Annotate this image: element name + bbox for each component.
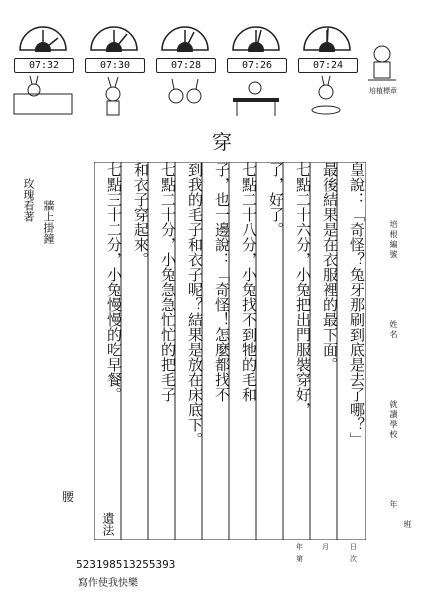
stamp-label: 培植標章	[369, 87, 397, 95]
clock-icon	[87, 10, 141, 52]
clock-icon	[16, 10, 70, 52]
bunny-search-scene-icon	[154, 74, 216, 118]
bunny-bed-scene-icon	[12, 74, 74, 118]
grid-column-text: 七點二十八分，小兔找不到牠的毛和	[240, 162, 258, 402]
grid-column-text: 和衣子穿起來。	[132, 162, 150, 267]
comic-panel	[294, 8, 360, 118]
heading-note: 穿	[212, 130, 232, 154]
sidebar-label: 年	[389, 500, 398, 510]
date-label: 次	[350, 555, 357, 563]
bunny-dressing-scene-icon	[83, 74, 145, 118]
comic-panel	[152, 8, 218, 118]
date-label: 月	[322, 543, 329, 551]
serial-number: 523198513255393	[76, 558, 176, 571]
clock-icon	[300, 10, 354, 52]
clock-icon	[229, 10, 283, 52]
sidebar-label: 班	[403, 520, 412, 530]
margin-note: 牆上掛鐘	[42, 200, 55, 244]
clock-time: 07:28	[156, 58, 216, 73]
grid-column-text: 了，好了。	[267, 162, 285, 237]
date-label: 第	[296, 555, 303, 563]
grid-column-text: 七點三十二分，小兔慢慢的吃早餐。	[105, 162, 123, 402]
date-label: 年	[296, 543, 303, 551]
grid-column-text: 七點二十六分，小兔把出門服裝穿好，	[294, 162, 312, 417]
teacher-annotation: 遺法	[101, 512, 115, 536]
sidebar-label: 培根編號	[389, 220, 398, 260]
sidebar-label: 就讀學校	[389, 400, 398, 440]
comic-panel	[10, 8, 76, 118]
grid-column-text: 最後結果是在衣服裡的最下面。	[321, 162, 339, 372]
clock-time: 07:26	[227, 58, 287, 73]
comic-panel	[223, 8, 289, 118]
bunny-eating-scene-icon	[296, 74, 358, 118]
grid-column-text: 子，也一邊說：「奇怪！怎麼都找不	[213, 162, 231, 402]
clock-time: 07:30	[85, 58, 145, 73]
comic-strip	[10, 8, 362, 118]
clock-time: 07:32	[14, 58, 74, 73]
bunny-table-scene-icon	[225, 74, 287, 118]
grid-column-text: 七點二十分，小兔急急忙忙的把毛子	[159, 162, 177, 402]
margin-note: 玫瑰看著	[22, 178, 35, 222]
grid-column-text: 皇說：「奇怪？兔牙那刷到底是去了哪？」	[348, 162, 366, 447]
grid-column-text: 到我的毛子和衣子呢？結果是放在床底下。	[186, 162, 204, 447]
clock-icon	[158, 10, 212, 52]
student-info-sidebar	[380, 200, 416, 560]
sidebar-label: 姓名	[389, 320, 398, 340]
footer-slogan: 寫作使我快樂	[78, 578, 138, 589]
comic-panel	[81, 8, 147, 118]
clock-time: 07:24	[298, 58, 358, 73]
teacher-annotation: 腰	[62, 490, 75, 504]
stamp-mascot-icon	[362, 40, 402, 84]
date-label: 日	[350, 543, 357, 551]
